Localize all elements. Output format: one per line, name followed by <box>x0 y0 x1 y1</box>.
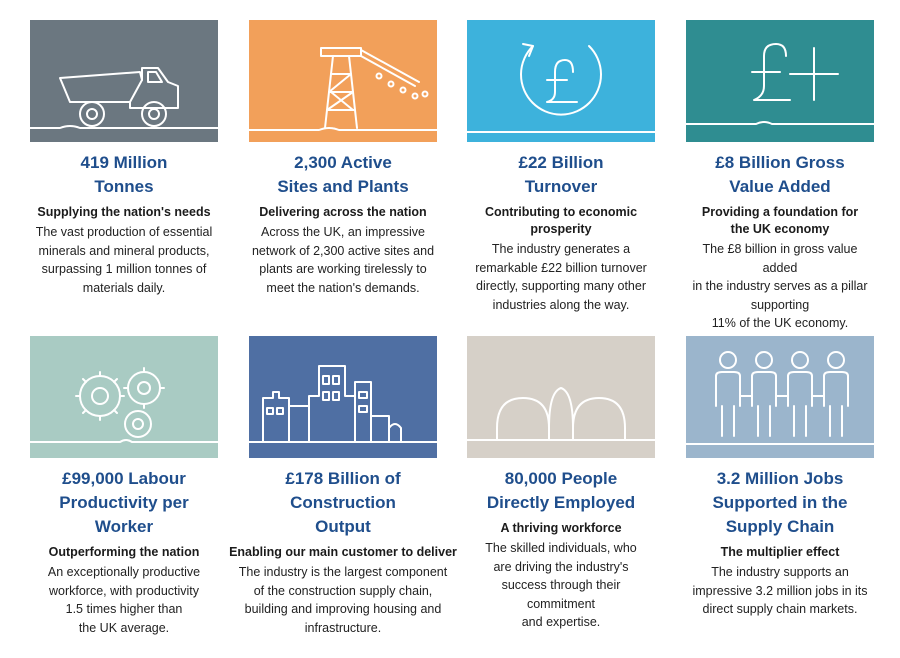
stat-title: £22 Billion Turnover <box>518 153 604 196</box>
card-employment <box>467 336 655 632</box>
tile <box>30 20 218 142</box>
stat-subtitle: Enabling our main customer to deliver <box>229 545 457 559</box>
stat-title: 80,000 People Directly Employed <box>486 469 636 512</box>
gears-icon <box>30 336 218 458</box>
stat-description: Across the UK, an impressive network of 2,300 active sites and plants are working tirelessly to meet the nation's demands. <box>251 225 435 295</box>
pound-cycle-icon <box>467 20 655 142</box>
tile <box>30 336 218 458</box>
stat-title: £8 Billion Gross Value Added <box>715 153 845 196</box>
stat-title: 419 Million Tonnes <box>80 153 168 196</box>
stat-subtitle: Providing a foundation for the UK economy <box>701 205 859 236</box>
city-buildings-icon <box>249 336 437 458</box>
stat-description: The skilled individuals, who are driving the industry's success through their commitment and expertise. <box>485 541 637 629</box>
stat-description: The industry supports an impressive 3.2 million jobs in its direct supply chain markets. <box>692 565 868 616</box>
tile <box>686 336 874 458</box>
tile <box>467 336 655 458</box>
stat-title: 2,300 Active Sites and Plants <box>277 153 409 196</box>
stat-description: The £8 billion in gross value added in the industry serves as a pillar supporting 11% of the UK economy. <box>692 242 868 330</box>
card-tonnes <box>30 20 218 297</box>
pound-plus-icon <box>686 20 874 142</box>
card-productivity <box>30 336 218 637</box>
stat-subtitle: Outperforming the nation <box>48 545 200 559</box>
conveyor-tower-icon <box>249 20 437 142</box>
card-turnover <box>467 20 655 314</box>
stat-subtitle: A thriving workforce <box>500 521 622 535</box>
card-gva <box>686 20 874 333</box>
stat-description: The industry is the largest component of the construction supply chain, building and improving housing and infrastructure. <box>238 565 448 635</box>
stat-description: An exceptionally productive workforce, with productivity 1.5 times higher than the UK average. <box>47 565 201 635</box>
stat-title: £178 Billion of Construction Output <box>285 469 401 536</box>
stat-description: The vast production of essential minerals and mineral products, surpassing 1 million tonnes of materials daily. <box>35 225 213 295</box>
tile <box>686 20 874 142</box>
tile <box>467 20 655 142</box>
card-sites <box>249 20 437 297</box>
stat-subtitle: Supplying the nation's needs <box>37 205 211 219</box>
stat-subtitle: The multiplier effect <box>720 545 840 559</box>
stat-subtitle: Contributing to economic prosperity <box>484 205 638 236</box>
dump-truck-icon <box>30 20 218 142</box>
people-group-icon <box>467 336 655 458</box>
linked-people-icon <box>686 336 874 458</box>
stat-title: 3.2 Million Jobs Supported in the Supply Chain <box>712 469 848 536</box>
stat-title: £99,000 Labour Productivity per Worker <box>59 469 189 536</box>
tile <box>249 336 437 458</box>
card-supply-chain <box>686 336 874 619</box>
card-construction <box>229 336 457 637</box>
stat-subtitle: Delivering across the nation <box>259 205 427 219</box>
stat-description: The industry generates a remarkable £22 billion turnover directly, supporting many other industries along the way. <box>475 242 647 312</box>
tile <box>249 20 437 142</box>
